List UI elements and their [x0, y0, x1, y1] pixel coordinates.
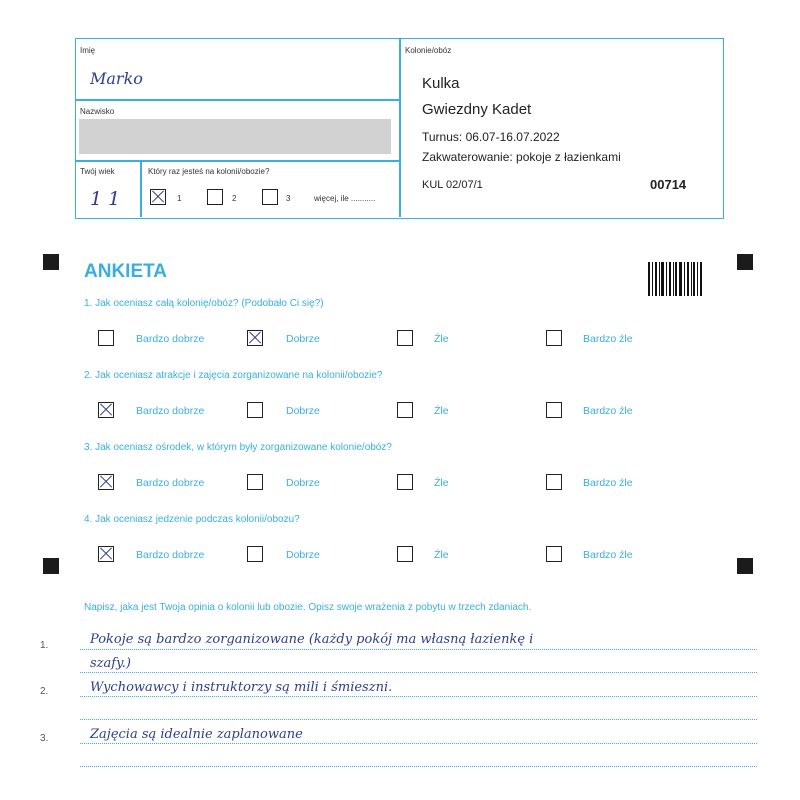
- option-label: Dobrze: [286, 333, 320, 345]
- accommodation: Zakwaterowanie: pokoje z łazienkami: [422, 150, 621, 164]
- registration-mark: [43, 254, 59, 270]
- option-label: Bardzo dobrze: [136, 333, 205, 345]
- answer-line: [80, 743, 757, 744]
- option-label: Bardzo dobrze: [136, 477, 205, 489]
- header-row-divider: [76, 160, 399, 162]
- option-label: Bardzo źle: [583, 477, 633, 489]
- answer-number: 3.: [40, 733, 49, 744]
- answer-text[interactable]: Wychowawcy i instruktorzy są mili i śmieszni.: [90, 680, 393, 695]
- q4-bardzo-dobrze-checkbox[interactable]: [98, 546, 114, 562]
- times-checkbox-1[interactable]: [150, 189, 166, 205]
- times-option-1: 1: [177, 194, 182, 203]
- q3-bardzo-dobrze-checkbox[interactable]: [98, 474, 114, 490]
- age-label: Twój wiek: [80, 167, 115, 176]
- question-1: 1. Jak oceniasz całą kolonię/obóz? (Podobało Ci się?): [84, 298, 324, 309]
- option-label: Bardzo dobrze: [136, 549, 205, 561]
- camp-group: Gwiezdny Kadet: [422, 101, 532, 118]
- option-label: Źle: [434, 333, 449, 345]
- q2-bardzo-dobrze-checkbox[interactable]: [98, 402, 114, 418]
- survey-title: ANKIETA: [84, 261, 168, 282]
- q1-bardzo-dobrze-checkbox[interactable]: [98, 330, 114, 346]
- option-label: Bardzo źle: [583, 549, 633, 561]
- surname-redacted: [79, 119, 391, 154]
- times-more-field[interactable]: więcej, ile ...........: [314, 194, 376, 203]
- option-label: Dobrze: [286, 477, 320, 489]
- answer-line: [80, 719, 757, 720]
- registration-mark: [737, 558, 753, 574]
- header-row-divider: [76, 99, 399, 101]
- q4-dobrze-checkbox[interactable]: [247, 546, 263, 562]
- q1-bardzo-zle-checkbox[interactable]: [546, 330, 562, 346]
- q3-dobrze-checkbox[interactable]: [247, 474, 263, 490]
- q1-dobrze-checkbox[interactable]: [247, 330, 263, 346]
- times-option-3: 3: [286, 194, 291, 203]
- q2-zle-checkbox[interactable]: [397, 402, 413, 418]
- camp-name: Kulka: [422, 75, 460, 92]
- option-label: Dobrze: [286, 405, 320, 417]
- q4-bardzo-zle-checkbox[interactable]: [546, 546, 562, 562]
- surname-label: Nazwisko: [80, 107, 115, 116]
- question-3: 3. Jak oceniasz ośrodek, w którym były zorganizowane kolonie/obóz?: [84, 442, 392, 453]
- times-option-2: 2: [232, 194, 237, 203]
- option-label: Źle: [434, 477, 449, 489]
- answer-text[interactable]: Zajęcia są idealnie zaplanowane: [90, 727, 303, 742]
- age-value[interactable]: 11: [90, 188, 127, 210]
- q1-zle-checkbox[interactable]: [397, 330, 413, 346]
- times-checkbox-3[interactable]: [262, 189, 278, 205]
- option-label: Bardzo źle: [583, 333, 633, 345]
- registration-mark: [43, 558, 59, 574]
- answer-text[interactable]: Pokoje są bardzo zorganizowane (każdy pokój ma własną łazienkę i: [90, 632, 534, 647]
- answer-number: 1.: [40, 640, 49, 651]
- turnus-dates: Turnus: 06.07-16.07.2022: [422, 130, 560, 144]
- camp-label: Kolonie/obóz: [405, 46, 452, 55]
- camp-code: KUL 02/07/1: [422, 179, 483, 191]
- option-label: Bardzo dobrze: [136, 405, 205, 417]
- answer-number: 2.: [40, 686, 49, 697]
- q4-zle-checkbox[interactable]: [397, 546, 413, 562]
- name-label: Imię: [80, 46, 96, 55]
- option-label: Dobrze: [286, 549, 320, 561]
- opinion-prompt: Napisz, jaka jest Twoja opinia o kolonii lub obozie. Opisz swoje wrażenia z pobytu w trzech zdaniach.: [84, 602, 532, 613]
- question-2: 2. Jak oceniasz atrakcje i zajęcia zorganizowane na kolonii/obozie?: [84, 370, 383, 381]
- option-label: Źle: [434, 549, 449, 561]
- form-number: 00714: [650, 177, 687, 192]
- header-col-divider: [140, 160, 142, 217]
- header-divider: [399, 39, 401, 217]
- barcode-icon: [648, 262, 702, 296]
- header-box: [75, 38, 724, 219]
- q3-bardzo-zle-checkbox[interactable]: [546, 474, 562, 490]
- option-label: Źle: [434, 405, 449, 417]
- name-value[interactable]: Marko: [90, 69, 143, 88]
- option-label: Bardzo źle: [583, 405, 633, 417]
- times-label: Który raz jesteś na kolonii/obozie?: [148, 167, 270, 176]
- answer-line: [80, 672, 757, 673]
- answer-line: [80, 766, 757, 767]
- times-checkbox-2[interactable]: [207, 189, 223, 205]
- answer-text[interactable]: szafy.): [90, 656, 131, 671]
- question-4: 4. Jak oceniasz jedzenie podczas kolonii/obozu?: [84, 514, 300, 525]
- q2-bardzo-zle-checkbox[interactable]: [546, 402, 562, 418]
- q3-zle-checkbox[interactable]: [397, 474, 413, 490]
- q2-dobrze-checkbox[interactable]: [247, 402, 263, 418]
- registration-mark: [737, 254, 753, 270]
- answer-line: [80, 696, 757, 697]
- answer-line: [80, 649, 757, 650]
